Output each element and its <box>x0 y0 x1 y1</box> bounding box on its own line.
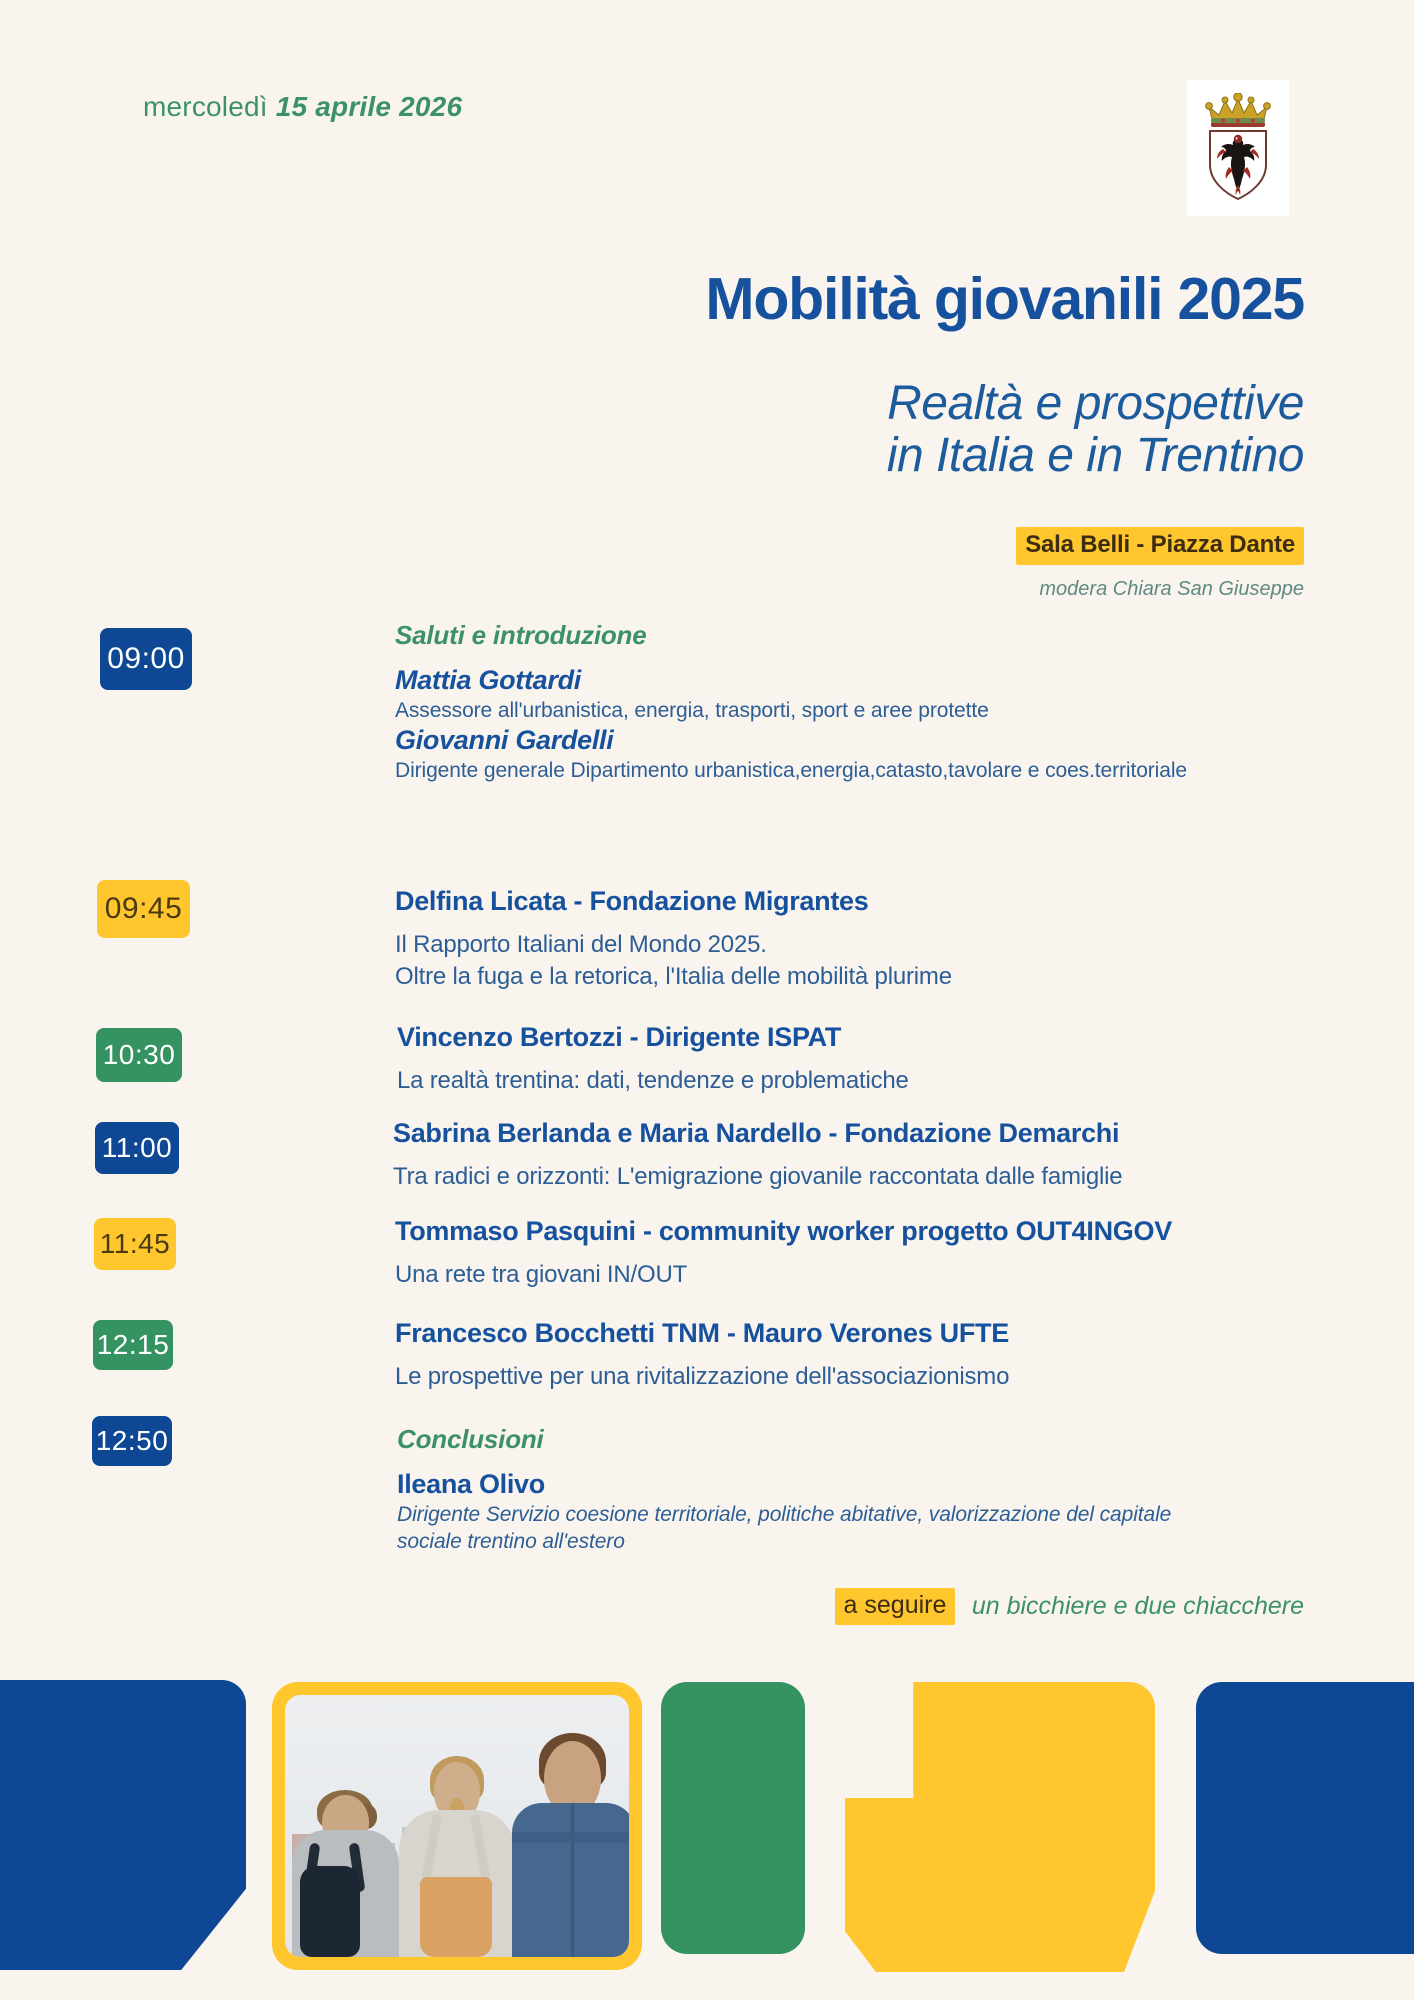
speaker-name: Sabrina Berlanda e Maria Nardello - Fondazione Demarchi <box>393 1118 1120 1148</box>
session-description <box>395 1259 1235 1291</box>
time-chip: 11:00 <box>95 1122 179 1174</box>
session-description-line: Una rete tra giovani IN/OUT <box>395 1261 688 1288</box>
venue-badge: Sala Belli - Piazza Dante <box>1016 527 1304 565</box>
time-chip: 09:45 <box>97 880 190 938</box>
time-chip: 12:50 <box>92 1416 172 1466</box>
session-description-line: Tra radici e orizzonti: L'emigrazione giovanile raccontata dalle famiglie <box>393 1163 1123 1190</box>
schedule-entry <box>397 1424 1237 1556</box>
photo-person-right <box>512 1737 629 1957</box>
decorative-shape-yellow <box>845 1682 1155 1972</box>
schedule-entry <box>395 1216 1235 1291</box>
speaker-role: Assessore all'urbanistica, energia, trasporti, sport e aree protette <box>395 699 989 722</box>
section-header: Conclusioni <box>397 1424 544 1454</box>
subtitle-line-2: in Italia e in Trentino <box>886 428 1304 482</box>
session-description <box>397 1065 1217 1097</box>
speaker-name: Delfina Licata - Fondazione Migrantes <box>395 886 869 916</box>
event-weekday: mercoledì <box>143 91 268 122</box>
page-title: Mobilità giovanili 2025 <box>705 266 1304 332</box>
photo-person-left <box>292 1795 399 1957</box>
schedule-entry <box>397 1022 1217 1097</box>
session-description <box>393 1161 1233 1193</box>
event-date-value: 15 aprile 2026 <box>275 91 463 122</box>
speaker-name: Ileana Olivo <box>397 1469 545 1499</box>
youth-photo <box>285 1695 629 1957</box>
session-description-line: Il Rapporto Italiani del Mondo 2025. <box>395 931 767 958</box>
after-text: un bicchiere e due chiacchere <box>971 1592 1304 1620</box>
decorative-shape-green <box>661 1682 805 1954</box>
session-description <box>395 1361 1235 1393</box>
session-description-line: Le prospettive per una rivitalizzazione dell'associazionismo <box>395 1363 1010 1390</box>
decorative-shape-blue-left <box>0 1680 246 1970</box>
session-description <box>395 929 1215 992</box>
moderator-line: modera Chiara San Giuseppe <box>1039 578 1304 600</box>
speaker-name: Mattia Gottardi <box>395 665 582 695</box>
speaker-name: Giovanni Gardelli <box>395 724 614 755</box>
venue-container <box>1016 527 1304 565</box>
schedule-entry <box>393 1118 1233 1193</box>
schedule-entry <box>395 620 1195 785</box>
schedule-entry <box>395 886 1215 992</box>
speaker-role: Dirigente Servizio coesione territoriale, politiche abitative, valorizzazione del capitale sociale trentino all'estero <box>397 1503 1172 1553</box>
after-badge: a seguire <box>835 1588 956 1625</box>
page-subtitle <box>887 378 1304 482</box>
photo-person-center <box>399 1758 516 1957</box>
section-header: Saluti e introduzione <box>395 620 647 650</box>
after-event-line <box>835 1588 1304 1625</box>
session-description-line: La realtà trentina: dati, tendenze e problematiche <box>397 1067 909 1094</box>
speaker-name: Vincenzo Bertozzi - Dirigente ISPAT <box>397 1022 842 1052</box>
decorative-shape-blue-right <box>1196 1682 1414 1954</box>
speaker-name: Francesco Bocchetti TNM - Mauro Verones UFTE <box>395 1318 1009 1348</box>
event-date <box>143 91 462 123</box>
subtitle-line-1: Realtà e prospettive <box>887 377 1304 430</box>
time-chip: 10:30 <box>96 1028 182 1082</box>
time-chip: 09:00 <box>100 628 192 690</box>
schedule-entry <box>395 1318 1235 1393</box>
photo-frame <box>272 1682 642 1970</box>
trentino-coat-of-arms-icon <box>1187 80 1289 216</box>
time-chip: 11:45 <box>94 1218 176 1270</box>
speaker-role: Dirigente generale Dipartimento urbanistica,energia,catasto,tavolare e coes.territoriale <box>395 758 1187 782</box>
time-chip: 12:15 <box>93 1320 173 1370</box>
decorative-shape-strip <box>0 1660 1414 2000</box>
session-description-line: Oltre la fuga e la retorica, l'Italia delle mobilità plurime <box>395 962 952 990</box>
speaker-name: Tommaso Pasquini - community worker progetto OUT4INGOV <box>395 1216 1172 1246</box>
